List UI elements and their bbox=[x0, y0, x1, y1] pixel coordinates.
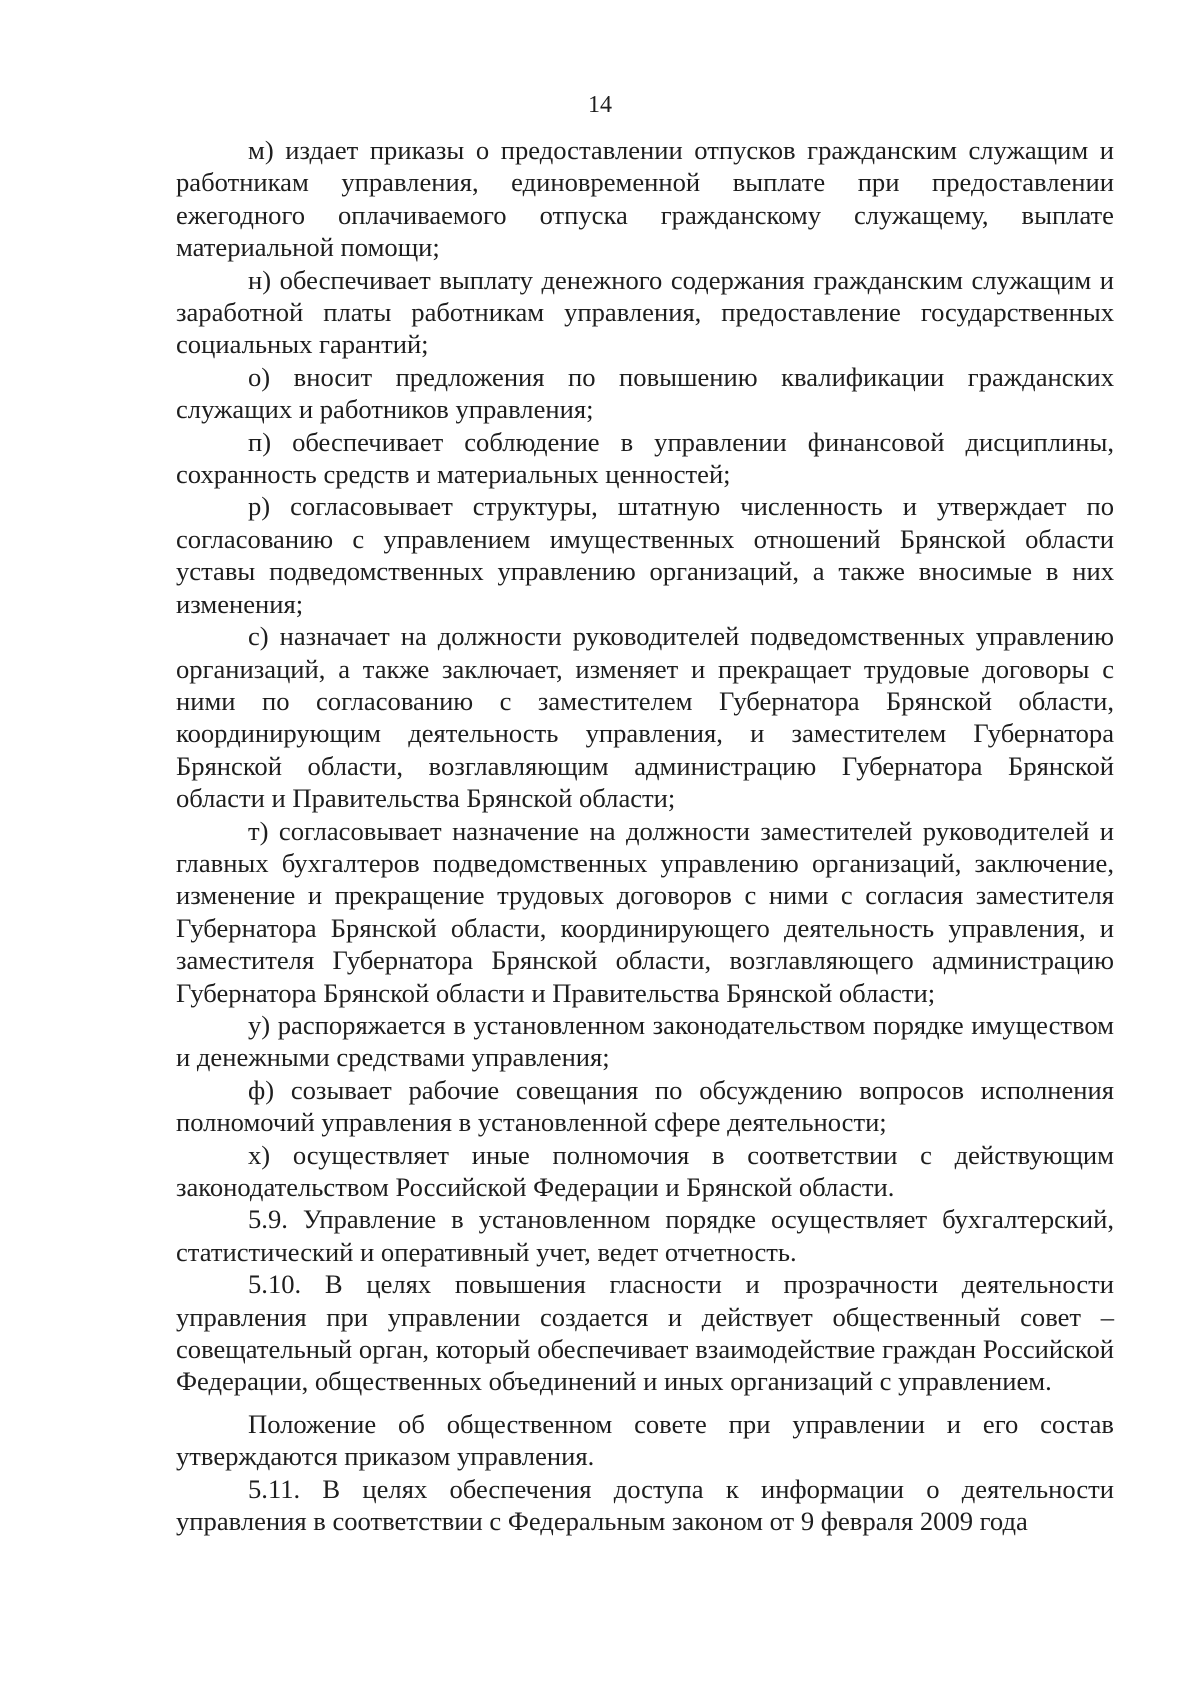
paragraph-r: р) согласовывает структуры, штатную численность и утверждает по согласованию с управлением имущественных отношений Брянской области уставы подведомственных управлению организаций, а также вносимые в них изменения; bbox=[176, 491, 1114, 619]
document-body bbox=[176, 134, 1114, 1537]
paragraph-5-9: 5.9. Управление в установленном порядке осуществляет бухгалтерский, статистический и оперативный учет, ведет отчетность. bbox=[176, 1204, 1114, 1267]
paragraph-5-10: 5.10. В целях повышения гласности и прозрачности деятельности управления при управлении создается и действует общественный совет – совещательный орган, который обеспечивает взаимодействие граждан Российской Федерации, общественных объединений и иных организаций с управлением. bbox=[176, 1269, 1114, 1397]
paragraph-o: о) вносит предложения по повышению квалификации гражданских служащих и работников управления; bbox=[176, 361, 1114, 425]
paragraph-f: ф) созывает рабочие совещания по обсуждению вопросов исполнения полномочий управления в установленной сфере деятельности; bbox=[176, 1074, 1114, 1138]
paragraph-m: м) издает приказы о предоставлении отпусков гражданским служащим и работникам управления, единовременной выплате при предоставлении ежегодного оплачиваемого отпуска гражданскому служащему, выплате материальной помощи; bbox=[176, 135, 1114, 263]
page-number: 14 bbox=[588, 92, 612, 118]
paragraph-5-11: 5.11. В целях обеспечения доступа к информации о деятельности управления в соответствии с Федеральным законом от 9 февраля 2009 года bbox=[176, 1473, 1114, 1537]
paragraph-p: п) обеспечивает соблюдение в управлении финансовой дисциплины, сохранность средств и материальных ценностей; bbox=[176, 426, 1114, 490]
paragraph-kh: х) осуществляет иные полномочия в соответствии с действующим законодательством Российской Федерации и Брянской области. bbox=[176, 1139, 1114, 1202]
paragraph-u: у) распоряжается в установленном законодательством порядке имуществом и денежными средствами управления; bbox=[176, 1009, 1114, 1073]
paragraph-s: с) назначает на должности руководителей подведомственных управлению организаций, а также заключает, изменяет и прекращает трудовые договоры с ними по согласованию с заместителем Губернатора Брянской области, координирующим деятельность управления, и заместителем Губернатора Брянской области, возглавляющим администрацию Губернатора Брянской области и Правительства Брянской области; bbox=[176, 621, 1114, 814]
paragraph-n: н) обеспечивает выплату денежного содержания гражданским служащим и заработной платы работникам управления, предоставление государственных социальных гарантий; bbox=[176, 264, 1114, 360]
paragraph-t: т) согласовывает назначение на должности заместителей руководителей и главных бухгалтеров подведомственных управлению организаций, заключение, изменение и прекращение трудовых договоров с ними с согласия заместителя Губернатора Брянской области, координирующего деятельность управления, и заместителя Губернатора Брянской области, возглавляющего администрацию Губернатора Брянской области и Правительства Брянской области; bbox=[176, 815, 1114, 1008]
paragraph-council-statute: Положение об общественном совете при управлении и его состав утверждаются приказом управления. bbox=[176, 1408, 1114, 1472]
